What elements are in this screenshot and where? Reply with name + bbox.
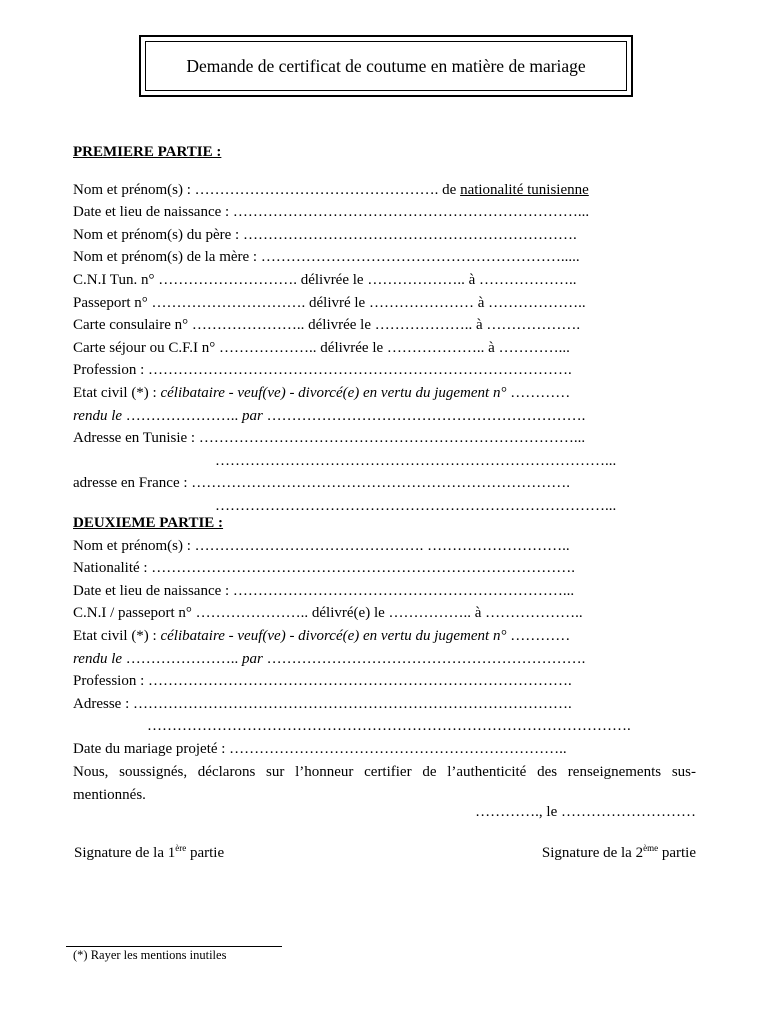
field-cni: C.N.I Tun. n° ………………………. délivrée le ……………….. à ……………….. — [73, 271, 577, 288]
field-nom-label: Nom et prénom(s) : …………………………………………. — [73, 181, 439, 198]
field-adresse-2-cont: ……………………………………………………………………………………. — [147, 718, 631, 735]
field-naissance: Date et lieu de naissance : ……………………………………………………………... — [73, 204, 590, 221]
place-date-line: …………., le ……………………… — [475, 804, 696, 820]
field-date-mariage: Date du mariage projeté : ………………………………………………………….. — [73, 740, 567, 757]
part-one — [73, 141, 698, 518]
field-adresse-france: adresse en France : …………………………………………………………………. — [73, 475, 571, 492]
field-rendu-le-2: rendu le ………………….. par ………………………………………………………. — [73, 650, 586, 667]
footnote: (*) Rayer les mentions inutiles — [73, 948, 227, 962]
field-adresse-tunisie-cont: ……………………………………………………………………... — [215, 452, 617, 469]
field-etat-civil: Etat civil (*) : célibataire - veuf(ve) - divorcé(e) en vertu du jugement n° ………… — [73, 384, 571, 401]
signature-first-party: Signature de la 1ère partie — [74, 843, 225, 861]
field-carte-consulaire: Carte consulaire n° ………………….. délivrée le ……………….. à ………………. — [73, 317, 581, 334]
field-pere: Nom et prénom(s) du père : …………………………………………………………. — [73, 226, 577, 243]
field-naissance-2: Date et lieu de naissance : …………………………………………………………... — [73, 582, 575, 599]
field-etat-civil-2: Etat civil (*) : célibataire - veuf(ve) - divorcé(e) en vertu du jugement n° ………… — [73, 627, 571, 644]
field-profession: Profession : …………………………………………………………………………. — [73, 362, 572, 379]
part-two — [73, 512, 698, 761]
part-two-heading: DEUXIEME PARTIE : — [73, 515, 224, 531]
field-nom: Nom et prénom(s) : …………………………………………. de nationalité tunisienne — [73, 181, 589, 198]
field-mere: Nom et prénom(s) de la mère : ……………………………………………………..... — [73, 249, 580, 266]
field-profession-2: Profession : …………………………………………………………………………. — [73, 673, 572, 690]
signature-second-party: Signature de la 2ème partie — [541, 843, 696, 861]
declaration-paragraph: Nous, soussignés, déclarons sur l’honneur certifier de l’authenticité des renseignements sus-mentionnés. — [73, 764, 696, 803]
field-carte-sejour: Carte séjour ou C.F.I n° ……………….. délivrée le ……………….. à …………... — [73, 339, 570, 356]
field-adresse-tunisie: Adresse en Tunisie : …………………………………………………………………... — [73, 430, 586, 447]
field-adresse-france-cont: ……………………………………………………………………... — [215, 497, 617, 514]
field-nationalite: Nationalité : …………………………………………………………………………. — [73, 560, 576, 577]
field-adresse-2: Adresse : ……………………………………………………………………………. — [73, 695, 572, 712]
nationality-text: nationalité tunisienne — [460, 181, 589, 198]
field-rendu-le: rendu le ………………….. par ………………………………………………………. — [73, 407, 586, 424]
title-box — [139, 35, 633, 97]
footnote-rule — [66, 946, 282, 947]
field-nom-2: Nom et prénom(s) : ………………………………………. ……………………….. — [73, 537, 570, 554]
part-one-heading: PREMIERE PARTIE : — [73, 144, 222, 160]
document-title: Demande de certificat de coutume en matière de mariage — [145, 41, 627, 91]
field-cni-passeport: C.N.I / passeport n° ………………….. délivré(e) le …………….. à ……………….. — [73, 605, 583, 622]
field-passeport: Passeport n° …………………………. délivré le ………………… à ……………….. — [73, 294, 586, 311]
